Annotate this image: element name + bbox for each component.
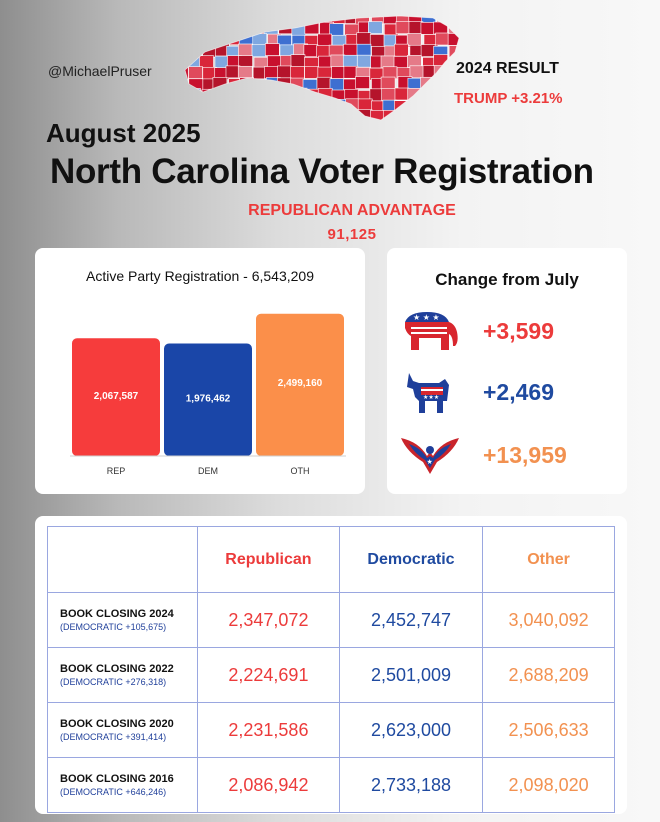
svg-text:★ ★ ★: ★ ★ ★ xyxy=(413,313,440,322)
change-title: Change from July xyxy=(435,270,579,289)
author-handle: @MichaelPruser xyxy=(48,63,152,79)
header-other: Other xyxy=(483,527,615,593)
bar-value-label: 2,499,160 xyxy=(277,378,323,390)
change-value-dem: +2,469 xyxy=(483,379,554,405)
book-closing-table xyxy=(47,526,615,813)
chart-title: Active Party Registration - 6,543,209 xyxy=(85,268,314,284)
result-label: 2024 RESULT xyxy=(456,60,559,77)
category-label: OTH xyxy=(290,466,310,476)
header-empty xyxy=(48,527,198,593)
row-label: BOOK CLOSING 2020 xyxy=(60,718,174,730)
cell-democratic: 2,501,009 xyxy=(339,648,482,703)
category-label: DEM xyxy=(198,466,218,476)
row-label-cell xyxy=(48,648,198,703)
cell-other: 3,040,092 xyxy=(483,593,615,648)
change-row-rep xyxy=(387,306,627,356)
book-closing-table-card xyxy=(35,516,627,814)
cell-republican: 2,086,942 xyxy=(198,758,340,813)
republican-elephant-icon xyxy=(399,306,461,356)
change-card xyxy=(387,248,627,494)
cell-other: 2,688,209 xyxy=(483,648,615,703)
table-header-row xyxy=(48,527,615,593)
svg-text:★★★: ★★★ xyxy=(423,394,440,401)
change-row-oth xyxy=(387,430,627,480)
svg-text:★: ★ xyxy=(426,458,433,466)
table-row xyxy=(48,593,615,648)
advantage-value: 91,125 xyxy=(327,226,377,243)
table-row xyxy=(48,758,615,813)
row-label-cell xyxy=(48,758,198,813)
row-margin: (DEMOCRATIC +391,414) xyxy=(60,732,167,742)
democratic-donkey-icon xyxy=(399,367,461,417)
change-value-oth: +13,959 xyxy=(483,442,567,468)
table-row xyxy=(48,648,615,703)
page-title: North Carolina Voter Registration xyxy=(50,152,594,191)
row-label-cell xyxy=(48,703,198,758)
cell-other: 2,506,633 xyxy=(483,703,615,758)
row-margin: (DEMOCRATIC +276,318) xyxy=(60,677,167,687)
bar-value-label: 2,067,587 xyxy=(93,390,139,402)
row-margin: (DEMOCRATIC +646,246) xyxy=(60,787,167,797)
bar-value-label: 1,976,462 xyxy=(185,393,231,405)
change-row-dem xyxy=(387,367,627,417)
north-carolina-county-map xyxy=(175,12,465,124)
row-label: BOOK CLOSING 2016 xyxy=(60,773,174,785)
row-label-cell xyxy=(48,593,198,648)
row-label: BOOK CLOSING 2022 xyxy=(60,663,174,675)
header-democratic: Democratic xyxy=(339,527,482,593)
category-label: REP xyxy=(106,466,126,476)
change-value-rep: +3,599 xyxy=(483,318,554,344)
cell-democratic: 2,733,188 xyxy=(339,758,482,813)
report-month: August 2025 xyxy=(46,118,201,148)
unaffiliated-eagle-icon xyxy=(399,430,461,480)
cell-democratic: 2,452,747 xyxy=(339,593,482,648)
table-row xyxy=(48,703,615,758)
cell-republican: 2,224,691 xyxy=(198,648,340,703)
registration-bar-chart xyxy=(35,248,365,494)
row-margin: (DEMOCRATIC +105,675) xyxy=(60,622,167,632)
header-republican: Republican xyxy=(198,527,340,593)
cell-democratic: 2,623,000 xyxy=(339,703,482,758)
registration-chart-card xyxy=(35,248,365,494)
cell-republican: 2,347,072 xyxy=(198,593,340,648)
cell-republican: 2,231,586 xyxy=(198,703,340,758)
result-value: TRUMP +3.21% xyxy=(454,90,563,107)
advantage-label: REPUBLICAN ADVANTAGE xyxy=(248,202,456,219)
row-label: BOOK CLOSING 2024 xyxy=(60,608,174,620)
cell-other: 2,098,020 xyxy=(483,758,615,813)
